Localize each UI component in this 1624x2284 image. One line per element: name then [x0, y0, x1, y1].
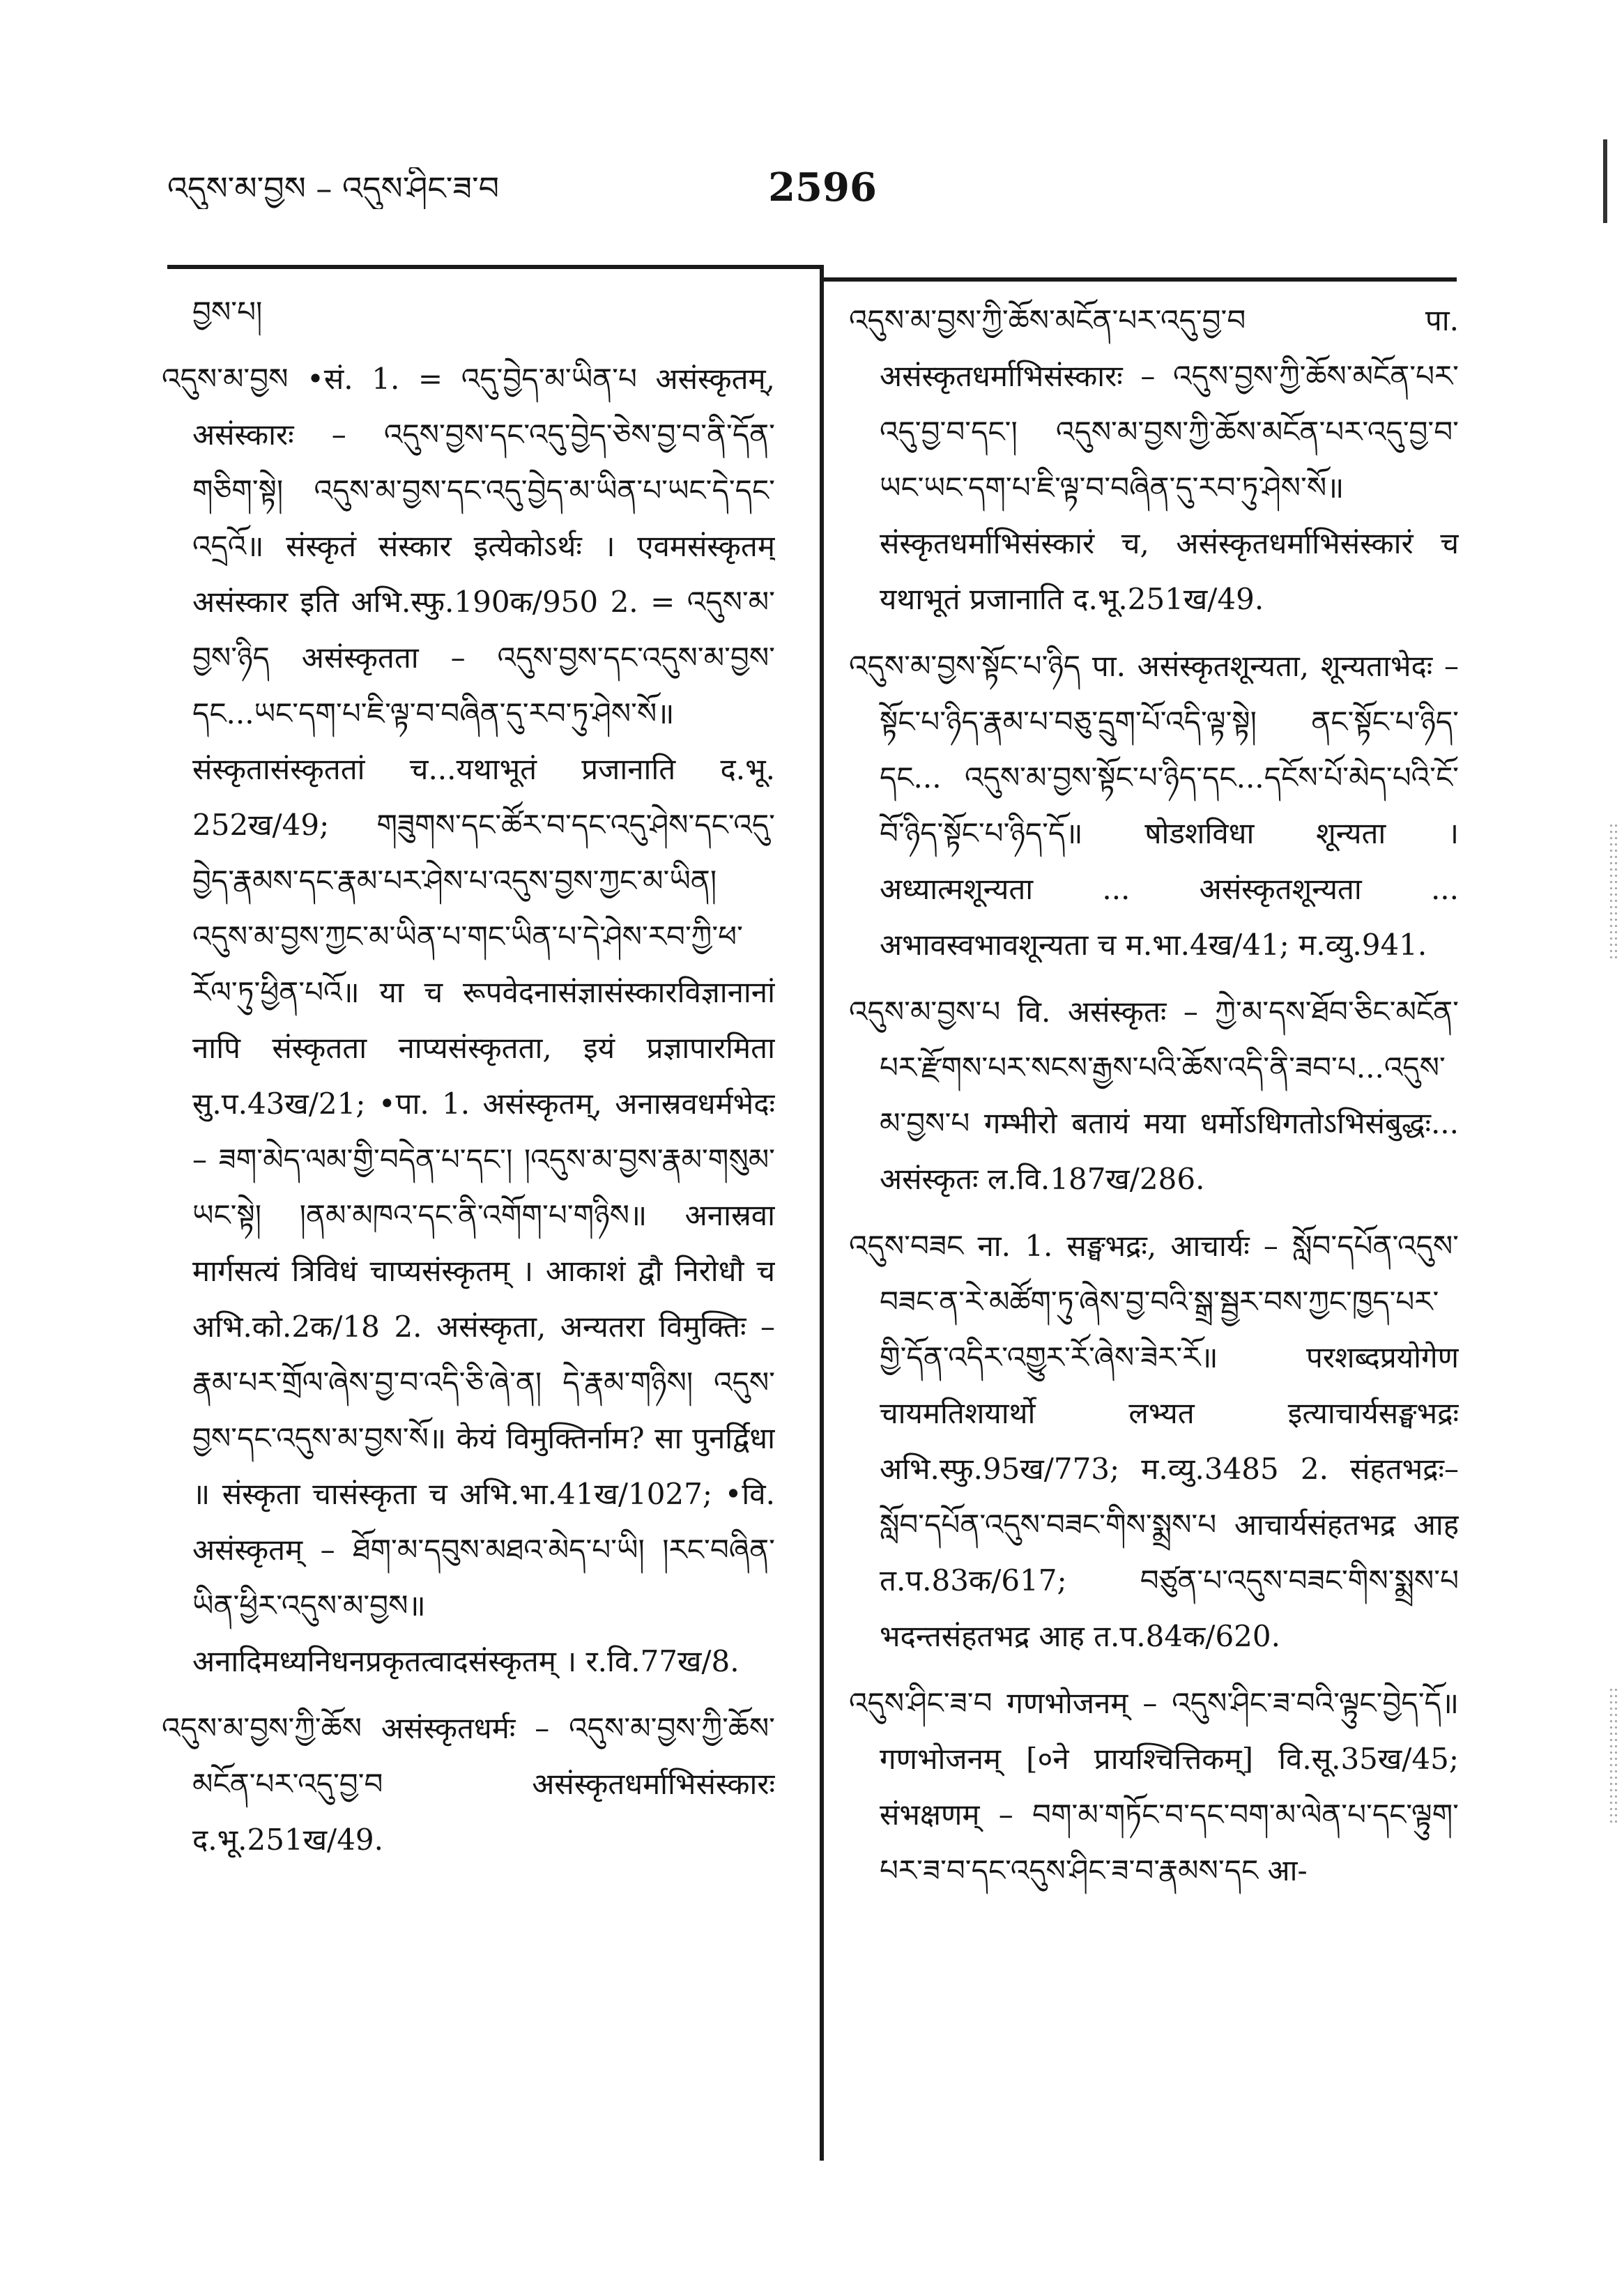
scan-edge-mark	[1603, 139, 1607, 223]
entry-asamskrta-dharmabhisamskara: འདུས་མ་བྱས་ཀྱི་ཆོས་མངོན་པར་འདུ་བྱ་བ पा. असंस्कृतधर्माभिसंस्कारः – འདུས་བྱས་ཀྱི་ཆོས་མངོན་པར་འདུ་བྱ་བ་དང་། འདུས་མ་བྱས་ཀྱི་ཆོས་མངོན་པར་འདུ་བྱ་བ་ཡང་ཡང་དག་པ་ཇི་ལྟ་བ་བཞིན་དུ་རབ་ཏུ་ཤེས་སོ॥ संस्कृतधर्माभिसंस्कारं च, असंस्कृतधर्माभिसंस्कारं च यथाभूतं प्रजानाति द.भू.251ख/49.	[849, 303, 1459, 616]
header-rule-right	[822, 277, 1457, 282]
right-column	[849, 293, 1459, 2175]
entry-continuation: བྱས་པ།	[192, 295, 263, 329]
entry-asamskrta-sunyata: འདུས་མ་བྱས་སྟོང་པ་ཉིད पा. असंस्कृतशून्यता, शून्यताभेदः – སྟོང་པ་ཉིད་རྣམ་པ་བཅུ་དྲུག་པོ་འདི་ལྟ་སྟེ། ནང་སྟོང་པ་ཉིད་དང... འདུས་མ་བྱས་སྟོང་པ་ཉིད་དང...དངོས་པོ་མེད་པའི་ངོ་བོ་ཉིད་སྟོང་པ་ཉིད་དོ॥ षोडशविधा शून्यता । अध्यात्मशून्यता ... असंस्कृतशून्यता ... अभावस्वभावशून्यता च म.भा.4ख/41; म.व्यु.941.	[849, 649, 1459, 962]
entry-asamskrtah: འདུས་མ་བྱས་པ वि. असंस्कृतः – ཀྱེ་མ་དས་ཐོབ་ཅིང་མངོན་པར་རྫོགས་པར་སངས་རྒྱས་པའི་ཆོས་འདི་ནི་ཟབ་པ...འདུས་མ་བྱས་པ गम्भीरो बतायं मया धर्मोऽधिगतोऽभिसंबुद्धः... असंस्कृतः ल.वि.187ख/286.	[849, 995, 1459, 1196]
page-number: 2596	[768, 164, 877, 210]
entry-ganabhojana: འདུས་ཤིང་ཟ་བ गणभोजनम् – འདུས་ཤིང་ཟ་བའི་ལྟུང་བྱེད་དོ॥ गणभोजनम् [०ने प्रायश्चित्तिकम्] वि.सू.35ख/45; संभक्षणम् – བག་མ་གཏོང་བ་དང་བག་མ་ལེན་པ་དང་ལྟུག་པར་ཟ་བ་དང་འདུས་ཤིང་ཟ་བ་རྣམས་དང आ-	[849, 1686, 1459, 1887]
entry-asamskrta-dharma: འདུས་མ་བྱས་ཀྱི་ཆོས असंस्कृतधर्मः – འདུས་མ་བྱས་ཀྱི་ཆོས་མངོན་པར་འདུ་བྱ་བ असंस्कृतधर्माभिसंस्कारः द.भू.251ख/49.	[162, 1711, 775, 1857]
header-rule-left	[167, 265, 822, 269]
column-separator	[820, 265, 824, 2161]
entry-asamskrta: འདུས་མ་བྱས •सं. 1. = འདུ་བྱེད་མ་ཡིན་པ असंस्कृतम्, असंस्कारः – འདུས་བྱས་དང་འདུ་བྱེད་ཅེས་བྱ་བ་ནི་དོན་གཅིག་སྟེ། འདུས་མ་བྱས་དང་འདུ་བྱེད་མ་ཡིན་པ་ཡང་དེ་དང་འདྲའོ॥ संस्कृतं संस्कार इत्येकोऽर्थः । एवमसंस्कृतम् असंस्कार इति अभि.स्फु.190क/950 2. = འདུས་མ་བྱས་ཉིད असंस्कृतता – འདུས་བྱས་དང་འདུས་མ་བྱས་དང...ཡང་དག་པ་ཇི་ལྟ་བ་བཞིན་དུ་རབ་ཏུ་ཤེས་སོ॥ संस्कृतासंस्कृततां च...यथाभूतं प्रजानाति द.भू. 252ख/49; གཟུགས་དང་ཚོར་བ་དང་འདུ་ཤེས་དང་འདུ་བྱེད་རྣམས་དང་རྣམ་པར་ཤེས་པ་འདུས་བྱས་ཀྱང་མ་ཡིན། འདུས་མ་བྱས་ཀྱང་མ་ཡིན་པ་གང་ཡིན་པ་དེ་ཤེས་རབ་ཀྱི་ཕ་རོལ་ཏུ་ཕྱིན་པའོ॥ या च रूपवेदनासंज्ञासंस्कारविज्ञानानां नापि संस्कृतता नाप्यसंस्कृतता, इयं प्रज्ञापारमिता सु.प.43ख/21; •पा. 1. असंस्कृतम्, अनास्रवधर्मभेदः – ཟག་མེད་ལམ་གྱི་བདེན་པ་དང་། །འདུས་མ་བྱས་རྣམ་གསུམ་ཡང་སྟེ། །ནམ་མཁའ་དང་ནི་འགོག་པ་གཉིས॥ अनास्रवा मार्गसत्यं त्रिविधं चाप्यसंस्कृतम् । आकाशं द्वौ निरोधौ च अभि.को.2क/18 2. असंस्कृता, अन्यतरा विमुक्तिः – རྣམ་པར་གྲོལ་ཞེས་བྱ་བ་འདི་ཅི་ཞེ་ན། དེ་རྣམ་གཉིས། འདུས་བྱས་དང་འདུས་མ་བྱས་སོ॥ केयं विमुक्तिर्नाम? सा पुनर्द्विधा ॥ संस्कृता चासंस्कृता च अभि.भा.41ख/1027; •वि. असंस्कृतम् – ཐོག་མ་དབུས་མཐའ་མེད་པ་ཡི། །རང་བཞིན་ཡིན་ཕྱིར་འདུས་མ་བྱས॥ अनादिमध्यनिधनप्रकृतत्वादसंस्कृतम् । र.वि.77ख/8.	[162, 362, 775, 1678]
running-head: འདུས་མ་བྱས – འདུས་ཤིང་ཟ་བ	[167, 169, 500, 207]
entry-sanghabhadra: འདུས་བཟང ना. 1. सङ्घभद्रः, आचार्यः – སློབ་དཔོན་འདུས་བཟང་ན་རེ་མཚོག་ཏུ་ཞེས་བྱ་བའི་སྒྲ་སྦྱར་བས་ཀྱང་ཁྱད་པར་གྱི་དོན་འདིར་འགྱུར་རོ་ཞེས་ཟེར་རོ॥ परशब्दप्रयोगेण चायमतिशयार्थो लभ्यत इत्याचार्यसङ्घभद्रः अभि.स्फु.95ख/773; म.व्यु.3485 2. संहतभद्रः– སློབ་དཔོན་འདུས་བཟང་གིས་སྨྲས་པ आचार्यसंहतभद्र आह त.प.83क/617; བཙུན་པ་འདུས་བཟང་གིས་སྨྲས་པ भदन्तसंहतभद्र आह त.प.84क/620.	[849, 1229, 1459, 1653]
scan-speckle	[1609, 822, 1618, 962]
scan-speckle	[1609, 1687, 1618, 1826]
left-column	[162, 284, 775, 2166]
